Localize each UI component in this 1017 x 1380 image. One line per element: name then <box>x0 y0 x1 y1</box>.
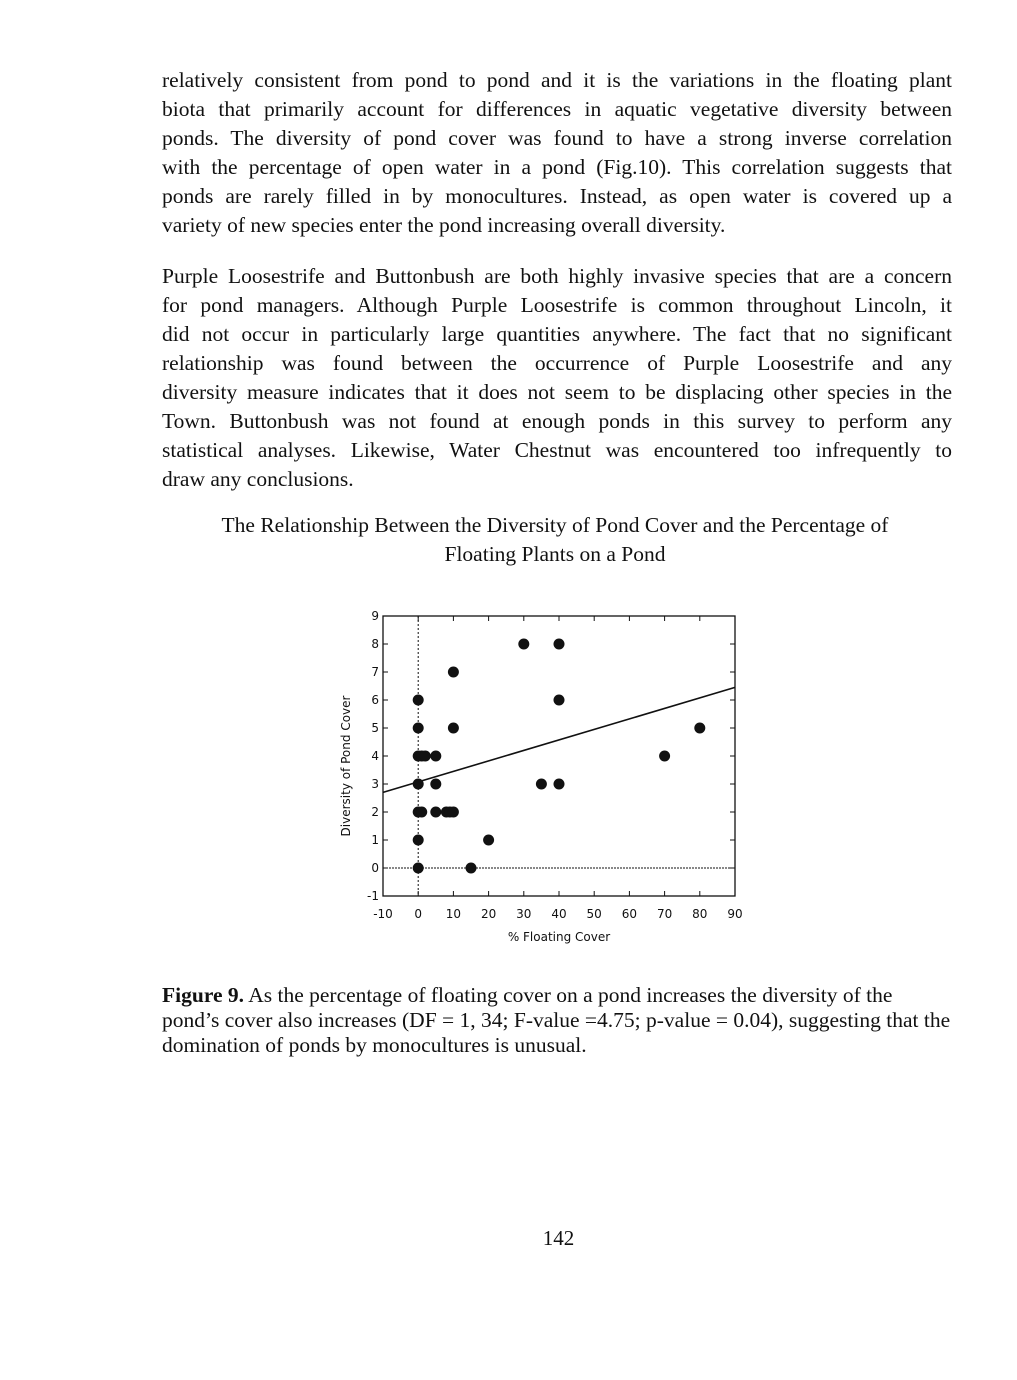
data-point <box>518 639 529 650</box>
data-point <box>694 723 705 734</box>
data-point <box>416 807 427 818</box>
y-tick-label: 5 <box>371 721 379 735</box>
data-point <box>413 863 424 874</box>
data-point <box>466 863 477 874</box>
text-line: with the percentage of open water in a pond (Fig.10). This correlation suggests that <box>162 155 952 179</box>
text-line: for pond managers. Although Purple Loosestrife is common throughout Lincoln, it <box>162 293 952 317</box>
data-point <box>659 751 670 762</box>
data-point <box>413 695 424 706</box>
y-tick-label: 8 <box>371 637 379 651</box>
x-tick-label: 20 <box>480 907 497 921</box>
text-line: relationship was found between the occurrence of Purple Loosestrife and any <box>162 351 952 375</box>
y-tick-label: 1 <box>371 833 379 847</box>
data-point <box>413 835 424 846</box>
y-tick-label: 2 <box>371 805 379 819</box>
data-point <box>430 807 441 818</box>
figure-title-line-1: The Relationship Between the Diversity of Pond Cover and the Percentage of <box>221 513 889 537</box>
text-line: relatively consistent from pond to pond and it is the variations in the floating plant <box>162 68 952 92</box>
data-point <box>448 807 459 818</box>
data-point <box>448 723 459 734</box>
x-tick-label: 90 <box>727 907 743 921</box>
data-point <box>430 779 441 790</box>
text-line: variety of new species enter the pond increasing overall diversity. <box>162 213 726 237</box>
caption-text: As the percentage of floating cover on a pond increases the diversity of the pond’s cover also increases (DF = 1, 34; F-value =4.75; p-value = 0.04), suggesting that the domination of ponds by monocultures is unusual. <box>162 983 951 1057</box>
text-line: Purple Loosestrife and Buttonbush are both highly invasive species that are a concern <box>162 264 952 288</box>
text-line: biota that primarily account for differences in aquatic vegetative diversity between <box>162 97 952 121</box>
y-tick-label: 3 <box>371 777 379 791</box>
page-number: 142 <box>542 1226 575 1250</box>
x-axis-label: % Floating Cover <box>507 930 611 944</box>
x-tick-label: 0 <box>414 907 423 921</box>
y-tick-label: 6 <box>371 693 379 707</box>
data-point <box>536 779 547 790</box>
caption-label: Figure 9. <box>162 983 245 1007</box>
text-line: statistical analyses. Likewise, Water Chestnut was encountered too infrequently to <box>162 438 952 462</box>
y-tick-label: 7 <box>371 665 379 679</box>
x-tick-label: 30 <box>516 907 532 921</box>
y-tick-label: 4 <box>371 749 379 763</box>
data-point <box>554 779 565 790</box>
text-line: did not occur in particularly large quantities anywhere. The fact that no significant <box>162 322 952 346</box>
y-axis-label: Diversity of Pond Cover <box>339 695 353 837</box>
x-tick-label: 40 <box>551 907 567 921</box>
x-tick-label: 60 <box>621 907 638 921</box>
data-point <box>413 779 424 790</box>
x-tick-label: 50 <box>586 907 602 921</box>
x-tick-label: 80 <box>692 907 708 921</box>
y-tick-label: -1 <box>367 889 379 903</box>
y-tick-label: 9 <box>371 609 379 623</box>
data-point <box>448 667 459 678</box>
data-point <box>430 751 441 762</box>
data-point <box>554 639 565 650</box>
x-tick-label: -10 <box>373 907 393 921</box>
text-line: ponds. The diversity of pond cover was found to have a strong inverse correlation <box>162 126 952 150</box>
x-tick-label: 10 <box>445 907 462 921</box>
figure-caption <box>162 983 954 1058</box>
x-tick-label: 70 <box>656 907 673 921</box>
text-line: diversity measure indicates that it does not seem to be displacing other species in the <box>162 380 952 404</box>
data-point <box>420 751 431 762</box>
data-point <box>483 835 494 846</box>
data-point <box>413 723 424 734</box>
data-point <box>554 695 565 706</box>
figure-title-line-2: Floating Plants on a Pond <box>444 542 666 566</box>
y-tick-label: 0 <box>371 861 379 875</box>
text-line: Town. Buttonbush was not found at enough ponds in this survey to perform any <box>162 409 952 433</box>
text-line: draw any conclusions. <box>162 467 354 491</box>
text-line: ponds are rarely filled in by monocultures. Instead, as open water is covered up a <box>162 184 952 208</box>
